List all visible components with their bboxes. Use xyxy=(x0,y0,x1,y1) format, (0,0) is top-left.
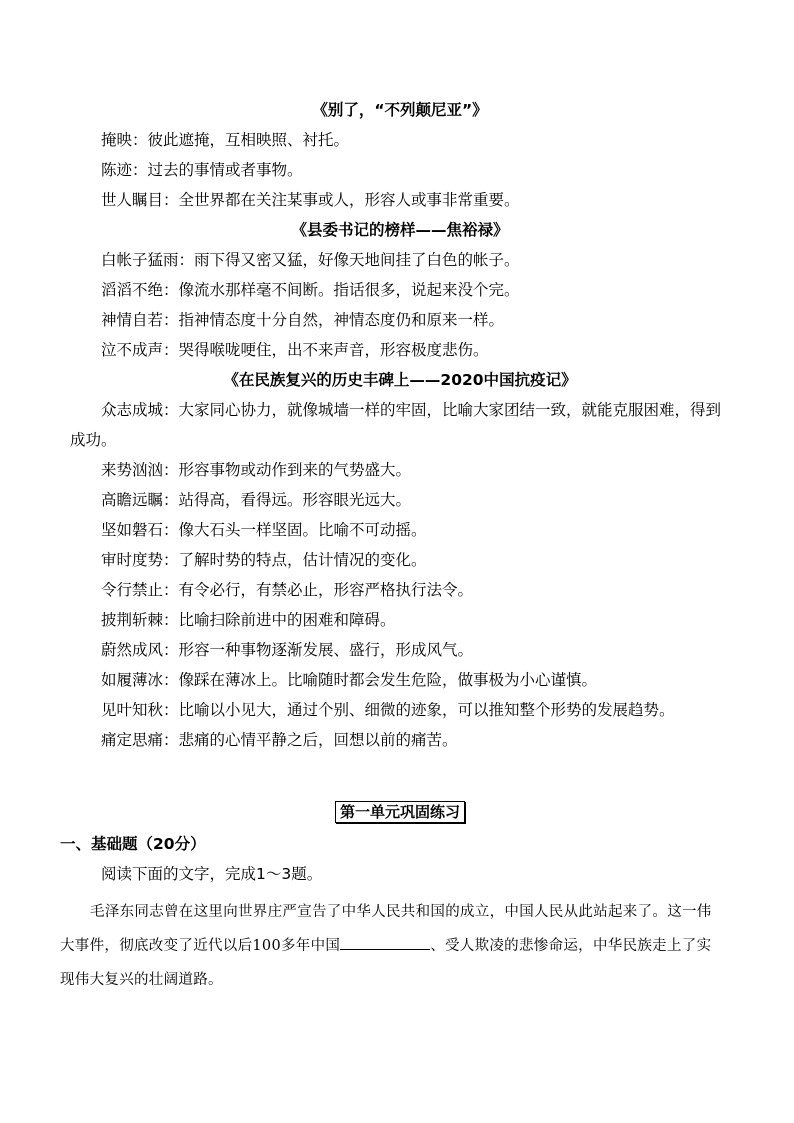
vocab-section-1 xyxy=(70,95,730,215)
vocab-entry: 蔚然成风：形容一种事物逐渐发展、盛行，形成风气。 xyxy=(101,641,474,659)
vocab-entry: 高瞻远瞩：站得高，看得远。形容眼光远大。 xyxy=(101,491,412,509)
vocab-entry: 神情自若：指神情态度十分自然，神情态度仍和原来一样。 xyxy=(101,311,505,329)
vocab-entry: 审时度势：了解时势的特点，估计情况的变化。 xyxy=(101,551,427,569)
vocab-entry: 见叶知秋：比喻以小见大，通过个别、细微的迹象，可以推知整个形势的发展趋势。 xyxy=(101,701,675,719)
vocab-entry: 陈迹：过去的事情或者事物。 xyxy=(101,161,303,179)
spacer xyxy=(70,755,730,795)
reading-passage xyxy=(60,895,724,997)
part-heading: 一、基础题（20分） xyxy=(60,835,206,853)
vocab-entry: 泣不成声：哭得喉咙哽住，出不来声音，形容极度悲伤。 xyxy=(101,341,489,359)
vocab-entry: 披荆斩棘：比喻扫除前进中的困难和障碍。 xyxy=(101,611,396,629)
document-page xyxy=(60,95,730,997)
section-title: 《县委书记的榜样——焦裕禄》 xyxy=(291,221,509,239)
vocab-entry: 如履薄冰：像踩在薄冰上。比喻随时都会发生危险，做事极为小心谨慎。 xyxy=(101,671,598,689)
vocab-entry: 痛定思痛：悲痛的心情平静之后，回想以前的痛苦。 xyxy=(101,731,458,749)
vocab-entry: 白帐子猛雨：雨下得又密又猛，好像天地间挂了白色的帐子。 xyxy=(101,251,520,269)
vocab-entry: 掩映：彼此遮掩，互相映照、衬托。 xyxy=(101,131,350,149)
section-title: 《别了，“不列颠尼亚”》 xyxy=(312,101,488,119)
vocab-entry: 来势汹汹：形容事物或动作到来的气势盛大。 xyxy=(101,461,412,479)
vocab-entry: 坚如磐石：像大石头一样坚固。比喻不可动摇。 xyxy=(101,521,427,539)
passage-text-after: 、受人欺凌的悲惨命运，中华民族走上了实现伟大复兴的壮阔道路。 xyxy=(60,938,712,988)
section-title: 《在民族复兴的历史丰碑上——2020中国抗疫记》 xyxy=(223,371,577,389)
instruction: 阅读下面的文字，完成1～3题。 xyxy=(101,865,323,883)
vocab-entry: 滔滔不绝：像流水那样毫不间断。指话很多，说起来没个完。 xyxy=(101,281,520,299)
passage-text-before: 毛泽东同志曾在这里向世界庄严宣告了中华人民共和国的成立，中国人民从此站起来了。这一伟大事件，彻底改变了近代以后100多年中国 xyxy=(60,904,712,954)
unit-title-wrap xyxy=(70,795,730,829)
answer-blank[interactable] xyxy=(340,935,430,950)
vocab-section-2 xyxy=(70,215,730,365)
vocab-entry: 众志成城：大家同心协力，就像城墙一样的牢固，比喻大家团结一致，就能克服困难，得到成功。 xyxy=(70,401,722,449)
unit-title: 第一单元巩固练习 xyxy=(335,801,465,823)
vocab-entry: 世人瞩目：全世界都在关注某事或人，形容人或事非常重要。 xyxy=(101,191,520,209)
vocab-section-3 xyxy=(70,365,730,755)
vocab-entry: 令行禁止：有令必行，有禁必止，形容严格执行法令。 xyxy=(101,581,474,599)
